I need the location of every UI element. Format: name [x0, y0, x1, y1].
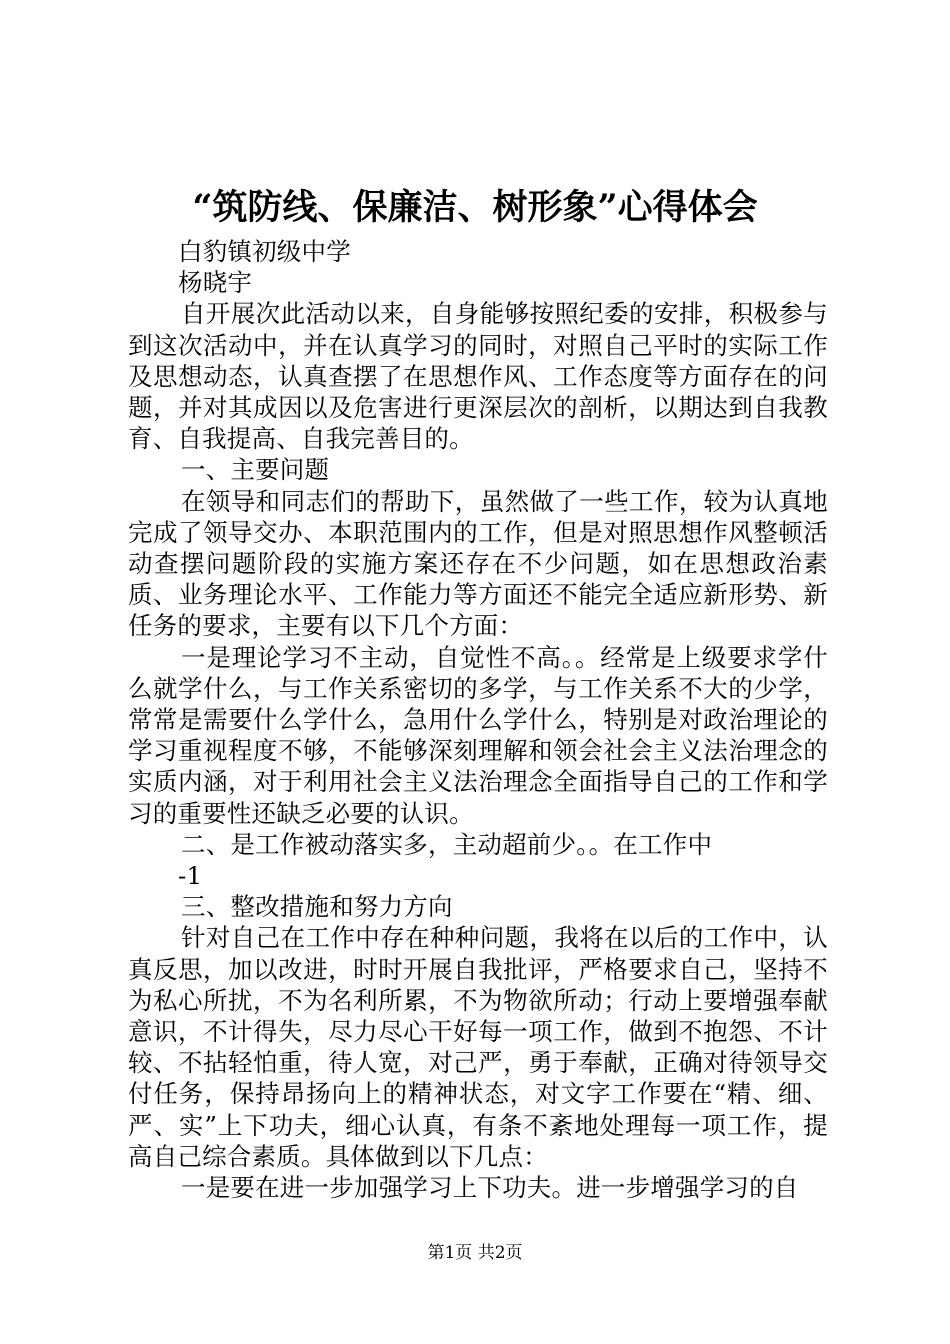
school-name: 白豹镇初级中学: [178, 237, 351, 266]
paragraph-problem-two: 二、是工作被动落实多，主动超前少。。在工作中: [181, 829, 713, 859]
author-name: 杨晓宇: [178, 268, 253, 298]
paragraph-measure-one: 一是要在进一步加强学习上下功夫。进一步增强学习的自: [181, 1173, 799, 1203]
page-marker: -1: [178, 861, 203, 891]
paragraph-problem-one: 一是理论学习不主动，自觉性不高。。经常是上级要求学什么就学什么，与工作关系密切的多学，与工作关系不大的少学，常常是需要什么学什么，急用什么学什么，特别是对政治理论的学习重视程度不够，不能够深刻理解和领会社会主义法治理念的实质内涵，对于利用社会主义法治理念全面指导自己的工作和学习的重要性还缺乏必要的认识。: [128, 642, 828, 828]
paragraph-problems-overview: 在领导和同志们的帮助下，虽然做了一些工作，较为认真地完成了领导交办、本职范围内的工作，但是对照思想作风整顿活动查摆问题阶段的实施方案还存在不少问题，如在思想政治素质、业务理论水平、工作能力等方面还不能完全适应新形势、新任务的要求，主要有以下几个方面：: [128, 486, 828, 641]
document-body: [128, 236, 828, 1203]
paragraph-measures: 针对自己在工作中存在种种问题，我将在以后的工作中，认真反思，加以改进，时时开展自我批评，严格要求自己，坚持不为私心所扰，不为名利所累，不为物欲所动；行动上要增强奉献意识，不计得失，尽力尽心干好每一项工作，做到不抱怨、不计较、不拈轻怕重，待人宽，对己严，勇于奉献，正确对待领导交付任务，保持昂扬向上的精神状态，对文字工作要在“精、细、严、实”上下功夫，细心认真，有条不紊地处理每一项工作，提高自己综合素质。具体做到以下几点：: [128, 923, 828, 1171]
paragraph-intro: 自开展次此活动以来，自身能够按照纪委的安排，积极参与到这次活动中，并在认真学习的同时，对照自己平时的实际工作及思想动态，认真查摆了在思想作风、工作态度等方面存在的问题，并对其成因以及危害进行更深层次的剖析，以期达到自我教育、自我提高、自我完善目的。: [128, 299, 828, 454]
heading-main-problems: 一、主要问题: [181, 455, 330, 485]
document-title: “筑防线、保廉洁、树形象”心得体会: [192, 187, 758, 228]
page-footer: 第1页 共2页: [427, 1243, 523, 1263]
heading-measures: 三、整改措施和努力方向: [181, 892, 453, 922]
